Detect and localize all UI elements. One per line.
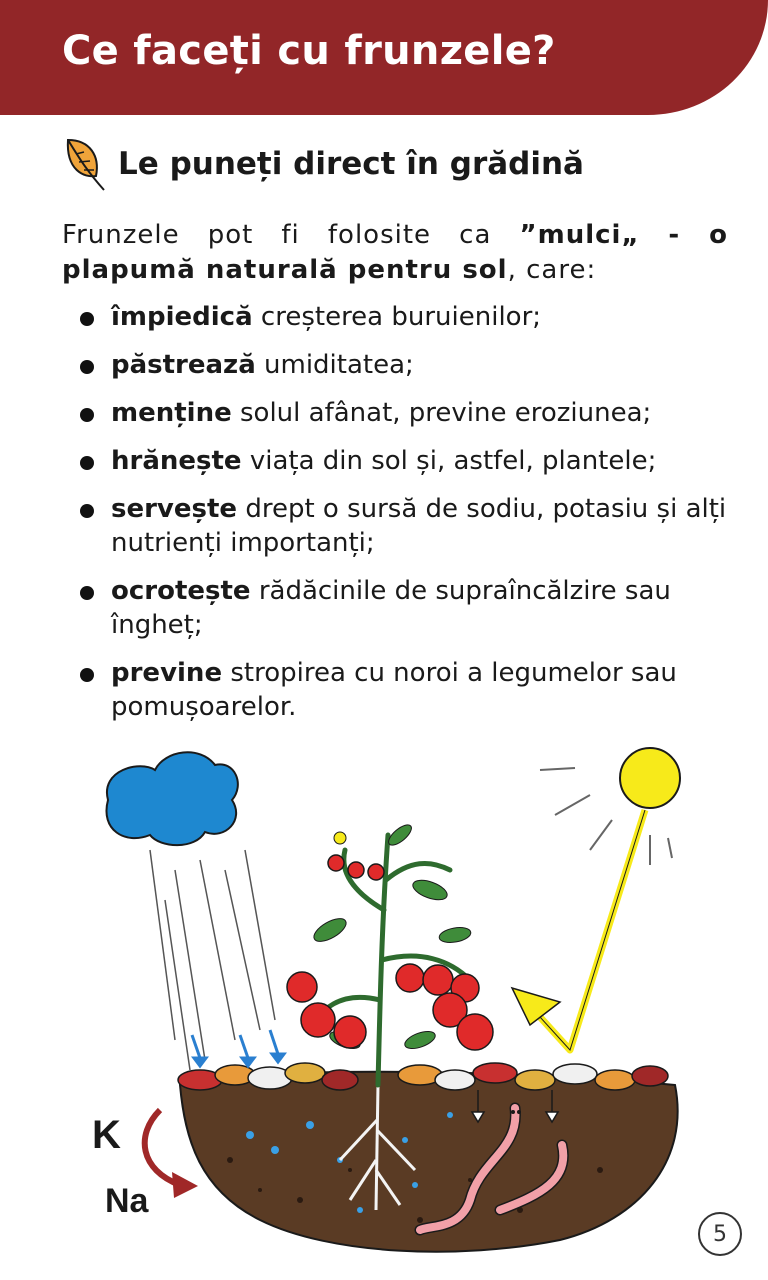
- list-item-text: creșterea buruienilor;: [252, 302, 542, 332]
- section-heading: [60, 132, 584, 196]
- intro-text-end: , care:: [507, 255, 597, 285]
- rain-lines: [150, 850, 275, 1070]
- cloud-icon: [106, 752, 237, 845]
- page-title: Ce faceți cu frunzele?: [62, 28, 556, 74]
- list-item: [78, 656, 728, 724]
- potassium-label: K: [92, 1113, 121, 1157]
- list-item-keyword: servește: [111, 494, 238, 524]
- plant-stem: [310, 835, 470, 1085]
- list-item-keyword: hrănește: [111, 446, 242, 476]
- list-item-text: drept o sursă de sodiu, potasiu și alți nutrienți importanți;: [111, 494, 727, 558]
- benefits-list: [78, 300, 728, 738]
- list-item: [78, 492, 728, 560]
- list-item: [78, 348, 728, 382]
- list-item-text: viața din sol și, astfel, plantele;: [241, 446, 657, 476]
- list-item-text: rădăcinile de supraîncălzire sau îngheț;: [111, 576, 671, 640]
- intro-bold-text: ”mulci„ - o plapumă naturală pentru sol: [62, 220, 728, 285]
- intro-paragraph: [62, 218, 728, 288]
- rain-arrows: [192, 1030, 284, 1066]
- sun-icon: [620, 748, 680, 808]
- list-item-text: umiditatea;: [255, 350, 414, 380]
- tomatoes: [287, 855, 493, 1050]
- intro-text-start: Frunzele pot fi folosite ca: [62, 220, 520, 250]
- page-number: 5: [698, 1212, 742, 1256]
- leaf-icon: [60, 134, 108, 194]
- list-item: [78, 300, 728, 334]
- sodium-label: Na: [105, 1182, 149, 1220]
- section-title: Le puneți direct în grădină: [118, 146, 584, 182]
- list-item: [78, 396, 728, 430]
- header-banner: [0, 0, 768, 115]
- list-item-keyword: ocrotește: [111, 576, 251, 606]
- garden-illustration: [0, 740, 768, 1280]
- list-item-keyword: menține: [111, 398, 232, 428]
- list-item-text: solul afânat, previne eroziunea;: [231, 398, 652, 428]
- list-item: [78, 574, 728, 642]
- list-item: [78, 444, 728, 478]
- list-item-keyword: previne: [111, 658, 223, 688]
- list-item-keyword: împiedică: [111, 302, 253, 332]
- list-item-text: stropirea cu noroi a legumelor sau pomușoarelor.: [111, 658, 677, 722]
- list-item-keyword: păstrează: [111, 350, 256, 380]
